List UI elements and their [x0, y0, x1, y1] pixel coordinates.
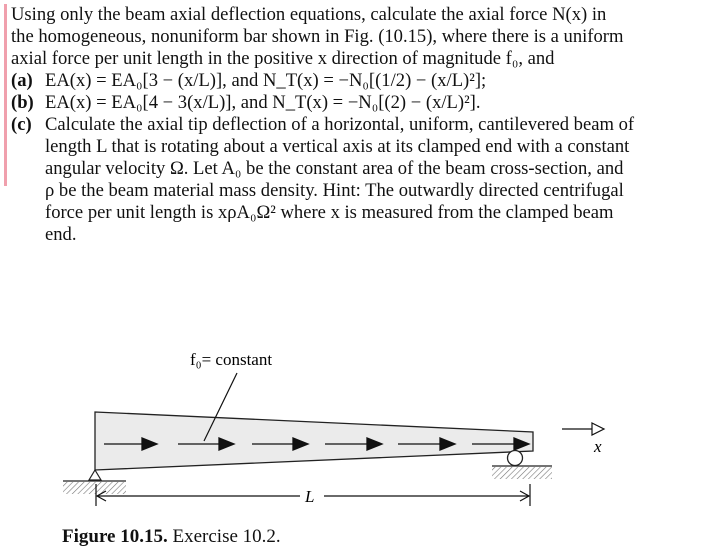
- part-c-line-5: force per unit length is xρA₀Ω² where x is measured from the clamped beam: [45, 202, 614, 223]
- tapered-bar: [95, 412, 533, 470]
- intro-line-1: Using only the beam axial deflection equations, calculate the axial force N(x) in: [11, 4, 607, 25]
- part-c-label: (c): [11, 114, 32, 135]
- part-c-line-4: ρ be the beam material mass density. Hint: The outwardly directed centrifugal: [45, 180, 624, 201]
- caption-text: Exercise 10.2.: [172, 526, 281, 547]
- intro-line-3: axial force per unit length in the positive x direction of magnitude f₀, and: [11, 48, 555, 69]
- part-c-line-6: end.: [45, 224, 77, 245]
- figure-caption: [62, 526, 281, 548]
- load-label: f₀= constant: [190, 350, 273, 369]
- x-axis-arrow: [562, 423, 604, 435]
- part-c-line-2: length L that is rotating about a vertical axis at its clamped end with a constant: [45, 136, 630, 157]
- pin-support: [63, 470, 126, 494]
- intro-line-2: the homogeneous, nonuniform bar shown in Fig. (10.15), where there is a uniform: [11, 26, 624, 47]
- part-c-line-1: Calculate the axial tip deflection of a horizontal, uniform, cantilevered beam of: [45, 114, 635, 135]
- caption-number: Figure 10.15.: [62, 526, 168, 547]
- part-a-label: (a): [11, 70, 33, 91]
- part-b-equation: EA(x) = EA₀[4 − 3(x/L)], and N_T(x) = −N₀[(2) − (x/L)²].: [45, 92, 481, 113]
- roller-support: [492, 451, 552, 480]
- x-axis-label: x: [594, 437, 602, 456]
- part-a-equation: EA(x) = EA₀[3 − (x/L)], and N_T(x) = −N₀[(1/2) − (x/L)²];: [45, 70, 487, 91]
- part-b-label: (b): [11, 92, 34, 113]
- part-c-line-3: angular velocity Ω. Let A₀ be the constant area of the beam cross-section, and: [45, 158, 624, 179]
- length-label: L: [305, 487, 315, 506]
